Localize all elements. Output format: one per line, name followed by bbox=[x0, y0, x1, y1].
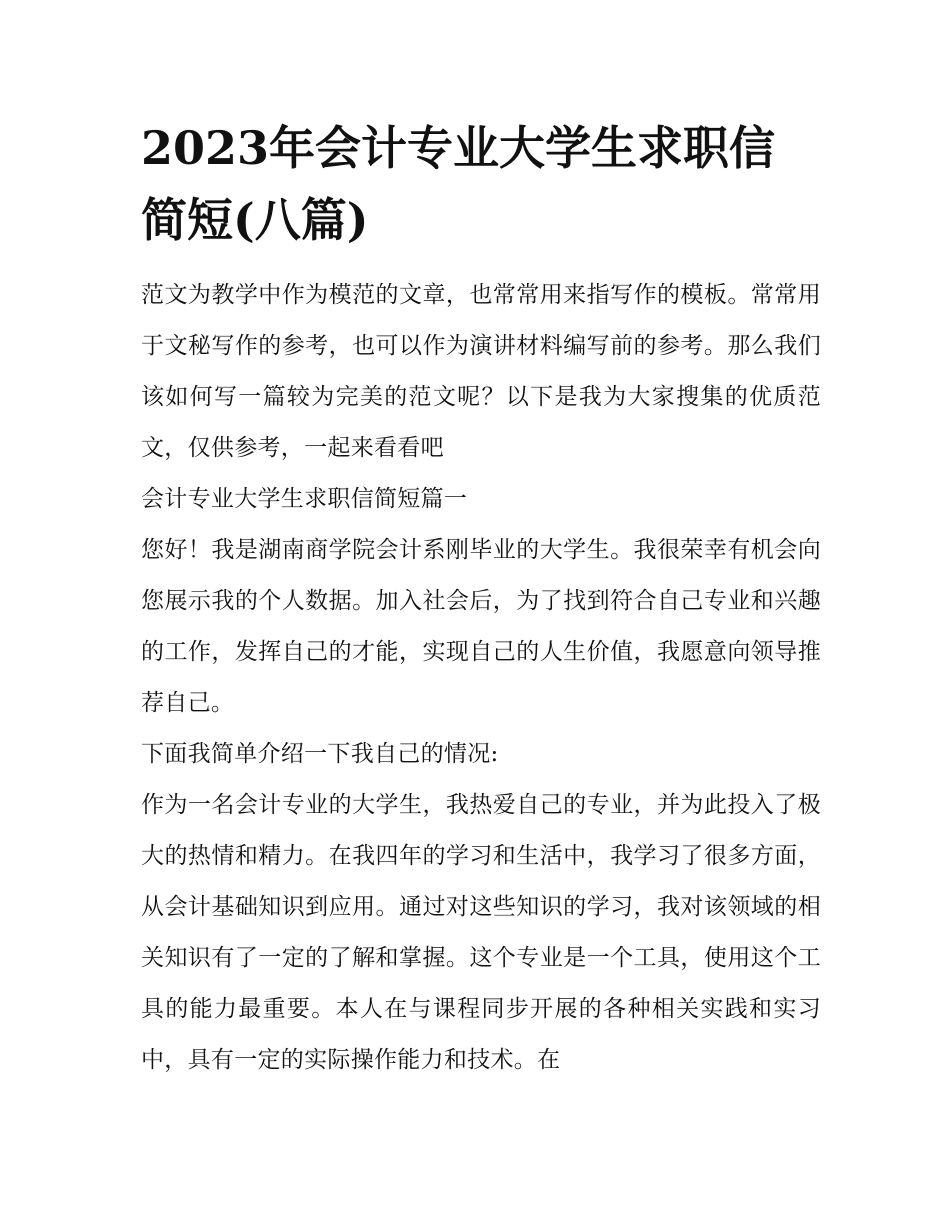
document-title: 2023年会计专业大学生求职信简短(八篇) bbox=[141, 121, 776, 247]
document-body bbox=[141, 270, 821, 1086]
section-heading: 会计专业大学生求职信简短篇一 bbox=[141, 486, 468, 512]
body-paragraph: 作为一名会计专业的大学生，我热爱自己的专业，并为此投入了极大的热情和精力。在我四年的学习和生活中，我学习了很多方面，从会计基础知识到应用。通过对这些知识的学习，我对该领域的相关知识有了一定的了解和掌握。这个专业是一个工具，使用这个工具的能力最重要。本人在与课程同步开展的各种相关实践和实习中，具有一定的实际操作能力和技术。在 bbox=[141, 792, 821, 1073]
body-paragraph: 下面我简单介绍一下我自己的情况: bbox=[141, 741, 499, 767]
body-paragraph: 您好！我是湖南商学院会计系刚毕业的大学生。我很荣幸有机会向您展示我的个人数据。加入社会后，为了找到符合自己专业和兴趣的工作，发挥自己的才能，实现自己的人生价值，我愿意向领导推荐自己。 bbox=[141, 537, 821, 716]
document-page bbox=[141, 112, 821, 1086]
intro-paragraph: 范文为教学中作为模范的文章，也常常用来指写作的模板。常常用于文秘写作的参考，也可以作为演讲材料编写前的参考。那么我们该如何写一篇较为完美的范文呢？以下是我为大家搜集的优质范文，仅供参考，一起来看看吧 bbox=[141, 282, 821, 461]
